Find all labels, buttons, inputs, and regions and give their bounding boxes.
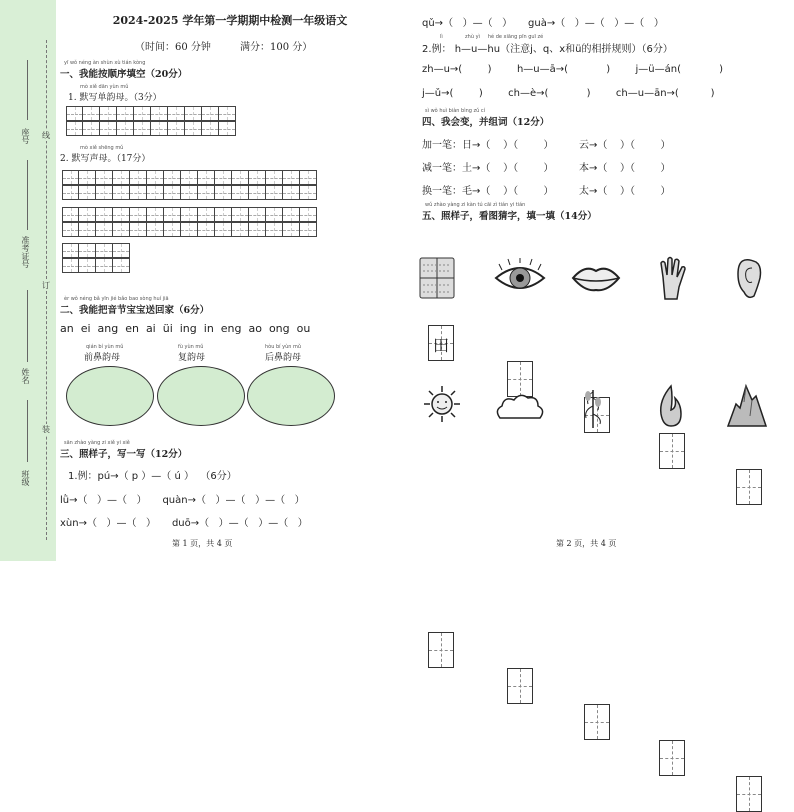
- sec1-pinyin: yī wǒ néng àn shùn xù tián kòng: [64, 60, 146, 66]
- sec3-pinyin: sān zhào yàng zi xiě yi xiě: [64, 440, 130, 446]
- class-field[interactable]: [27, 400, 28, 462]
- sec1-q1: 1. 默写单韵母。（3分）: [68, 93, 162, 103]
- eye-picture-icon: [494, 258, 546, 298]
- answer-box-fire[interactable]: [659, 740, 685, 776]
- h1-pinyin: qián bí yùn mǔ: [86, 344, 124, 350]
- front-nasal-heading: 前鼻韵母: [84, 353, 121, 363]
- sec2-title: 二、我能把音节宝宝送回家（6分）: [60, 305, 210, 316]
- answer-box-cloud[interactable]: [507, 668, 533, 704]
- answer-box-field: [428, 325, 454, 361]
- exam-title: 2024-2025 学年第一学期期中检测一年级语文: [112, 14, 348, 27]
- sec1-q1-pinyin: mò xiě dān yùn mǔ: [80, 84, 129, 90]
- compound-vowel-oval[interactable]: [157, 366, 245, 426]
- exam-score: 满分：100 分）: [240, 42, 313, 53]
- mouth-picture-icon: [571, 262, 621, 294]
- sec2-pinyin: èr wǒ néng bǎ yīn jié bǎo bao sòng huí jiā: [64, 296, 169, 302]
- answer-box-hand[interactable]: [659, 433, 685, 469]
- name-label: 姓名: [21, 368, 30, 384]
- sec3-row-2[interactable]: xùn→（ ）—（ ） duō→（ ）—（ ）—（ ）: [60, 518, 308, 529]
- sec4-pinyin: sì wǒ huì biàn bìng zǔ cí: [425, 108, 486, 114]
- right-row-7[interactable]: 换一笔：毛→（ ）（ ） 太→（ ）（ ）: [422, 186, 671, 197]
- vowel-grid-1[interactable]: [66, 106, 236, 121]
- initial-grid-6[interactable]: [62, 258, 130, 273]
- sec1-q2: 2. 默写声母。（17分）: [60, 154, 151, 164]
- sun-picture-icon: [422, 384, 462, 424]
- ear-picture-icon: [734, 256, 762, 302]
- fire-picture-icon: [655, 384, 687, 428]
- seat-number-field[interactable]: [27, 60, 28, 120]
- initial-grid-2[interactable]: [62, 185, 317, 200]
- cloud-picture-icon: [494, 392, 546, 422]
- sec1-title: 一、我能按顺序填空（20分）: [60, 69, 188, 80]
- hand-picture-icon: [657, 255, 689, 301]
- right-row-3[interactable]: zh—u→( ) h—u—ā→( ) j—ü—án( ): [422, 64, 724, 75]
- answer-box-grain[interactable]: [584, 704, 610, 740]
- initial-grid-3[interactable]: [62, 207, 317, 222]
- exam-number-field[interactable]: [27, 160, 28, 230]
- ex2-pinyin: lì zhù yì hé de xiāng pīn guī zé: [440, 34, 544, 40]
- syllable-list: an ei ang en ai üi ing in eng ao ong ou: [60, 322, 311, 335]
- sec1-q2-pinyin: mò xiě shēng mǔ: [80, 145, 124, 151]
- exam-time: （时间：60 分钟: [135, 42, 211, 53]
- right-row-5[interactable]: 加一笔：日→（ ）（ ） 云→（ ）（ ）: [422, 140, 671, 151]
- initial-grid-4[interactable]: [62, 222, 317, 237]
- answer-box-ear[interactable]: [736, 469, 762, 505]
- sec5-title: 五、照样子，看图猜字，填一填（14分）: [422, 211, 597, 222]
- binding-margin: [0, 0, 56, 561]
- sec3-title: 三、照样子，写一写（12分）: [60, 449, 188, 460]
- sec4-title: 四、我会变，并组词（12分）: [422, 117, 550, 128]
- initial-grid-5[interactable]: [62, 243, 130, 258]
- right-row-0[interactable]: qǔ→（ ）—（ ） guà→（ ）—（ ）—（ ）: [422, 18, 664, 29]
- field-picture-icon: [417, 255, 457, 301]
- right-row-4[interactable]: j—ǔ→( ) ch—è→( ) ch—u—ān→( ): [422, 88, 715, 99]
- grain-picture-icon: [578, 384, 608, 428]
- seam-char-3: 装: [42, 425, 50, 434]
- mountain-picture-icon: [726, 382, 768, 428]
- sample-character: 田: [432, 336, 449, 355]
- sec5-pinyin: wǔ zhào yàng zi kàn tú cāi zì tián yi tián: [425, 202, 526, 208]
- back-nasal-oval[interactable]: [247, 366, 335, 426]
- exam-number-label: 准考证号: [21, 236, 30, 268]
- front-nasal-oval[interactable]: [66, 366, 154, 426]
- back-nasal-heading: 后鼻韵母: [265, 353, 302, 363]
- class-label: 班级: [21, 470, 30, 486]
- sec3-example: 1.例：pú→（ p ）—（ ú ） （6分）: [68, 471, 237, 482]
- ex2-text: 2.例： h—u—hu（注意j、q、x和ü的相拼规则）（6分）: [422, 44, 673, 55]
- answer-box-sun[interactable]: [428, 632, 454, 668]
- compound-vowel-heading: 复韵母: [178, 353, 206, 363]
- h3-pinyin: hòu bí yùn mǔ: [265, 344, 302, 350]
- name-field[interactable]: [27, 290, 28, 362]
- initial-grid-1[interactable]: [62, 170, 317, 185]
- seat-number-label: 座号: [21, 128, 30, 144]
- page-number-1: 第 1 页，共 4 页: [172, 539, 233, 548]
- answer-box-mountain[interactable]: [736, 776, 762, 812]
- vowel-grid-2[interactable]: [66, 121, 236, 136]
- page-number-2: 第 2 页，共 4 页: [556, 539, 617, 548]
- sec3-row-1[interactable]: lǜ→（ ）—（ ） quàn→（ ）—（ ）—（ ）: [60, 495, 305, 506]
- h2-pinyin: fù yùn mǔ: [178, 344, 204, 350]
- seam-char-1: 线: [42, 131, 50, 140]
- seam-char-2: 订: [42, 281, 50, 290]
- right-row-6[interactable]: 减一笔：土→（ ）（ ） 本→（ ）（ ）: [422, 163, 671, 174]
